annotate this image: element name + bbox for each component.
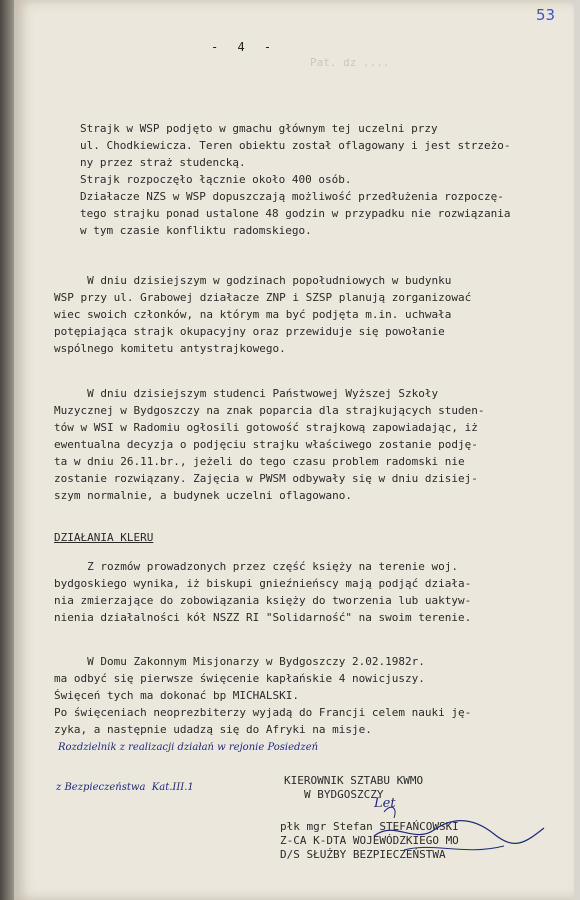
paragraph-pwsm-students: W dniu dzisiejszym studenci Państwowej Wyższej Szkoły Muzycznej w Bydgoszczy na znak poparcia dla strajkujących studen- tów w WSI w Radomiu ogłosili gotowość strajkową zapowiadając, iż ewentualna decyzja o podjęciu strajku właściwego zostanie podję- ta w dniu 26.11.br., jeżeli do tego czasu problem radomski nie zostanie rozwiązany. Zajęcia w PWSM odbywały się w dniu dzisiej- szym normalnie, a budynek uczelni oflagowano. <box>54 387 485 502</box>
paragraph-strike-wsp: Strajk w WSP podjęto w gmachu głównym tej uczelni przy ul. Chodkiewicza. Teren obiektu został oflagowany i jest strzeżo- ny przez straż studencką. Strajk rozpoczęło łącznie około 400 osób. Działacze NZS w WSP dopuszczają możliwość przedłużenia rozpoczę- tego strajku ponad ustalone 48 godzin w przypadku nie rozwiązania w tym czasie konfliktu radomskiego. <box>80 122 511 237</box>
handwritten-signature <box>364 800 554 862</box>
signature-name: płk mgr Stefan STEFAŃCOWSKI <box>280 820 459 833</box>
signature-title-2: W BYDGOSZCZY <box>304 788 384 801</box>
signature-role-2: D/S SŁUŻBY BEZPIECZEŃSTWA <box>280 848 446 861</box>
binding-edge <box>0 0 14 900</box>
signature-role-1: Z-CA K-DTA WOJEWÓDZKIEGO MO <box>280 834 459 847</box>
section-heading-clergy: DZIAŁANIA KLERU <box>54 531 154 544</box>
paragraph-bishops: Z rozmów prowadzonych przez część księży na terenie woj. bydgoskiego wynika, iż biskupi gnieźnieńscy mają podjąć działa- nia zmierzające do zobowiązania księży do tworzenia lub uaktyw- nienia działalności kół NSZZ RI "Solidarność" na swoim terenie. <box>54 560 472 624</box>
typed-page-number: - 4 - <box>211 40 278 54</box>
signature-title-1: KIEROWNIK SZTABU KWMO <box>284 774 424 787</box>
handwritten-note-line-1: Rozdzielnik z realizacji działań w rejonie Posiedzeń <box>58 742 319 753</box>
handwritten-initials: Let <box>374 796 396 811</box>
paragraph-znp-meeting: W dniu dzisiejszym w godzinach popołudniowych w budynku WSP przy ul. Grabowej działacze ZNP i SZSP planują zorganizować wiec swoich członków, na którym ma być podjęta m.in. uchwała potępiająca strajk okupacyjny oraz przewiduje się powołanie wspólnego komitetu antystrajkowego. <box>54 274 472 355</box>
handwritten-note-line-2: z Bezpieczeństwa Kat.III.1 <box>56 782 194 793</box>
document-page <box>14 0 574 900</box>
bleed-through-text: Pat. dz .... <box>310 56 390 69</box>
paragraph-ordination: W Domu Zakonnym Misjonarzy w Bydgoszczy 2.02.1982r. ma odbyć się pierwsze święcenie kapłańskie 4 nowicjuszy. Święceń tych ma dokonać bp MICHALSKI. Po święceniach neoprezbiterzy wyjadą do Francji celem nauki ję- zyka, a następnie udadzą się do Afryki na misje. <box>54 655 472 736</box>
ink-page-number: 53 <box>536 6 556 24</box>
